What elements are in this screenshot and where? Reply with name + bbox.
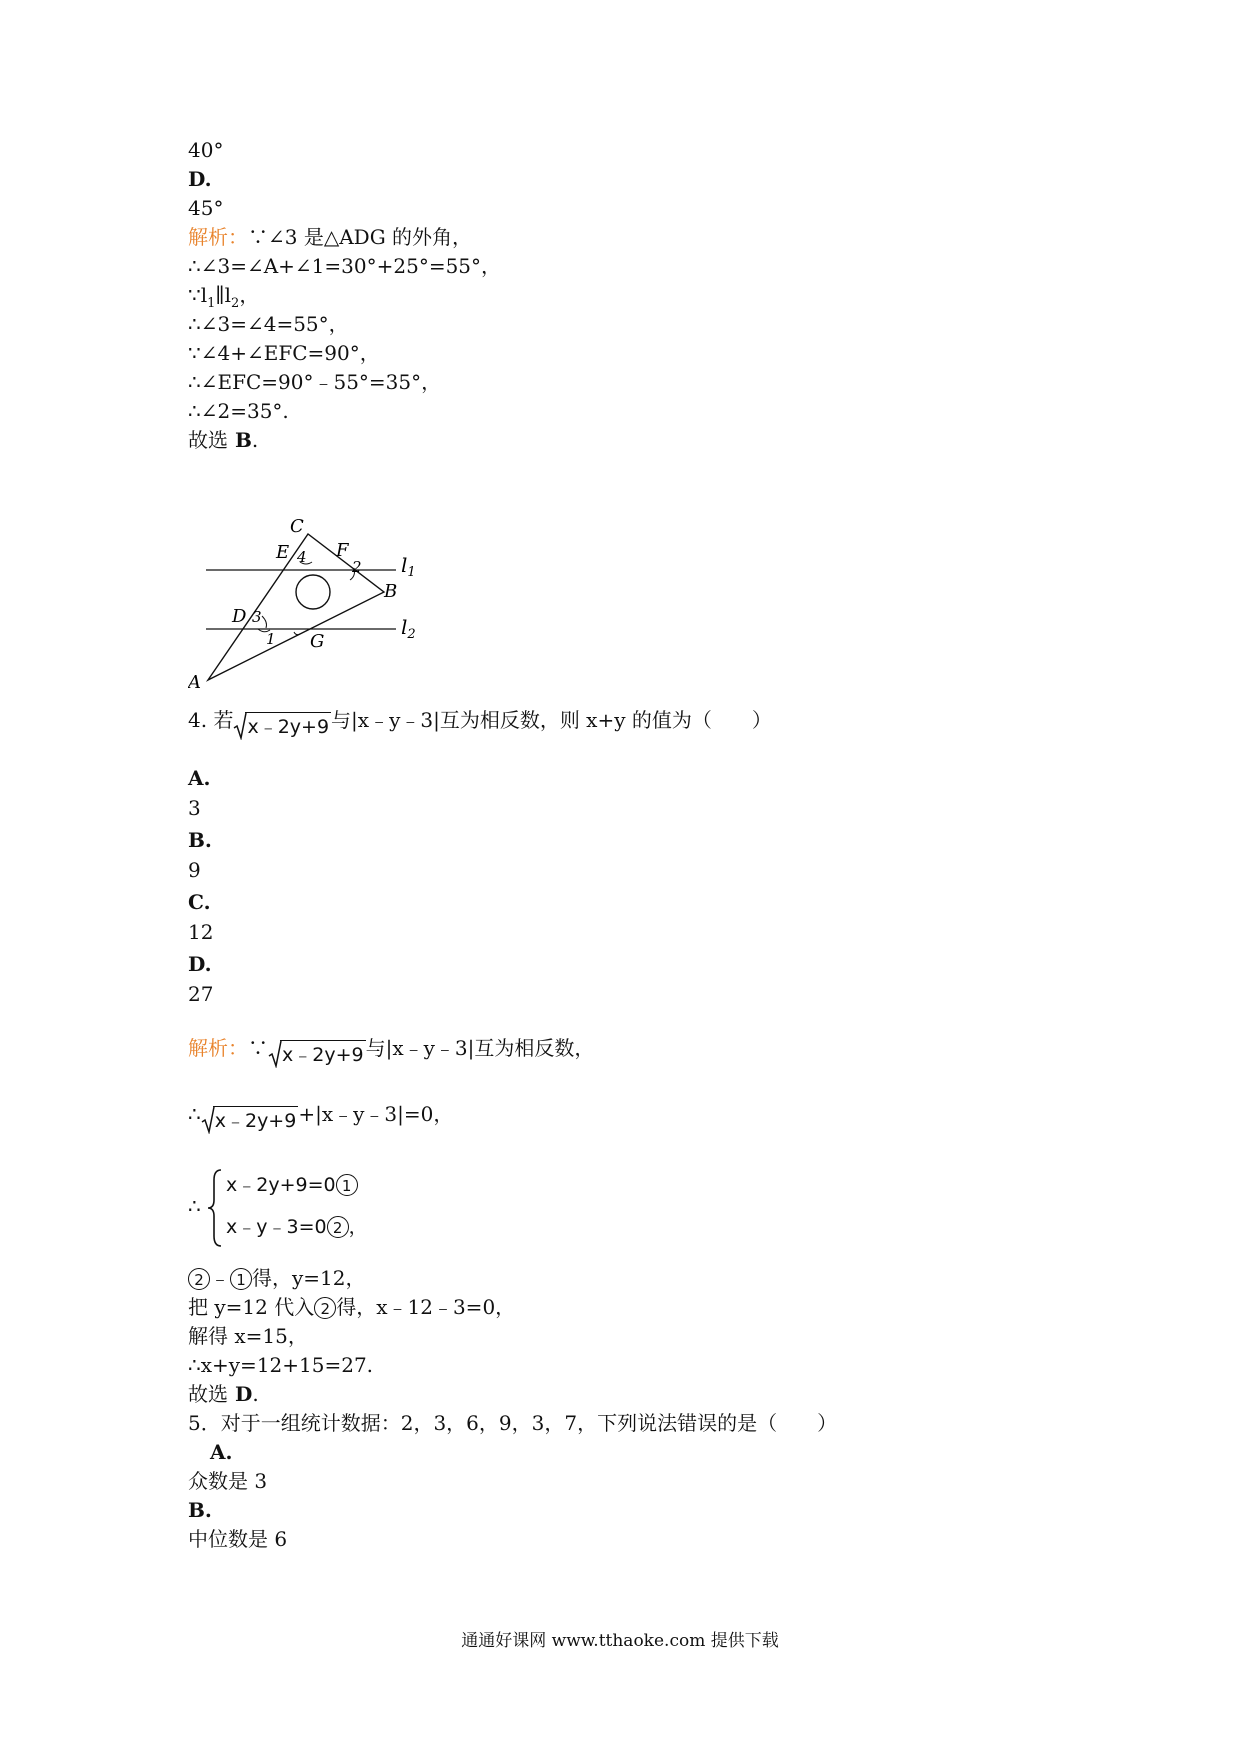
solution-line: ∴∠2=35°. [188, 399, 289, 423]
circled-number: 2 [188, 1268, 210, 1290]
label-E: E [276, 542, 290, 563]
option-value-b: 中位数是 6 [188, 1527, 288, 1551]
solution-line [188, 1264, 366, 1292]
solution-line [188, 223, 472, 251]
text: +|x﹣y﹣3|=0， [298, 1102, 454, 1126]
text: ∵ [248, 1036, 268, 1060]
text: ， [348, 1216, 368, 1238]
label-C: C [290, 516, 304, 537]
solution-line: ∴∠3=∠4=55°， [188, 312, 349, 336]
option-letter-c: C. [188, 890, 211, 914]
label-G: G [310, 631, 325, 652]
text: x﹣2y+9=0 [226, 1174, 336, 1196]
label-l2: $l_2$ [401, 615, 416, 642]
label-2: 2 [352, 558, 362, 576]
question-5-stem: 5．对于一组统计数据：2，3，6，9，3，7，下列说法错误的是（ ） [188, 1411, 838, 1435]
question-4-stem [188, 706, 772, 740]
text: 得，x﹣12﹣3=0， [336, 1295, 516, 1319]
radicand: x﹣2y+9 [280, 1040, 366, 1068]
solution-text: ∵∠3 是△ADG 的外角， [248, 225, 473, 249]
answer-line [188, 426, 258, 454]
label-3: 3 [252, 608, 262, 626]
solution-line: 解得 x=15， [188, 1324, 308, 1348]
text: ∴ [188, 1102, 201, 1126]
label-4: 4 [297, 548, 307, 566]
label-D: D [232, 606, 247, 627]
subscript: 1 [207, 296, 216, 311]
answer-line [188, 1380, 259, 1408]
option-letter-d: D. [188, 952, 212, 976]
text: . [252, 1382, 259, 1406]
label-B: B [384, 581, 398, 602]
circled-number: 1 [336, 1174, 358, 1196]
sqrt-expression [268, 1040, 366, 1068]
left-brace-icon [206, 1168, 224, 1248]
text: 与|x﹣y﹣3|互为相反数，则 x+y 的值为（ ） [331, 708, 772, 732]
text: 与|x﹣y﹣3|互为相反数， [365, 1036, 595, 1060]
option-letter-b: B. [188, 828, 212, 852]
text: . [251, 428, 259, 452]
solution-line [188, 1100, 453, 1134]
text: 故选 [188, 1382, 228, 1406]
sqrt-expression [201, 1106, 299, 1134]
option-value: 45° [188, 196, 224, 220]
option-value-a: 3 [188, 796, 201, 820]
solution-label: 解析： [188, 225, 248, 249]
answer-letter: D [228, 1382, 253, 1406]
equation-1 [226, 1170, 358, 1197]
answer-letter: B [228, 428, 252, 452]
text: ﹣ [210, 1266, 230, 1290]
label-A: A [188, 672, 201, 692]
radicand: x﹣2y+9 [245, 712, 331, 740]
page-footer: 通通好课网 www.tthaoke.com 提供下载 [461, 1631, 779, 1651]
text: ， [239, 283, 260, 307]
text: ∵l [188, 283, 208, 307]
option-value-c: 12 [188, 920, 214, 944]
text: x﹣y﹣3=0 [226, 1216, 327, 1238]
angle-arc-g [294, 632, 300, 635]
text: 得，y=12， [252, 1266, 366, 1290]
sqrt-expression [233, 712, 331, 740]
subscript: 2 [231, 296, 240, 311]
text: 把 y=12 代入 [188, 1295, 315, 1319]
solution-line: ∴x+y=12+15=27. [188, 1353, 374, 1377]
option-value-b: 9 [188, 858, 201, 882]
equation-system [188, 1164, 448, 1252]
solution-line [188, 1034, 594, 1068]
text: 故选 [188, 428, 228, 452]
option-value-a: 众数是 3 [188, 1469, 268, 1493]
angle-arc-3 [262, 616, 267, 628]
circled-number: 2 [327, 1216, 349, 1238]
label-1: 1 [266, 630, 276, 648]
option-letter-a: A. [188, 766, 211, 790]
text: 4. 若 [188, 708, 234, 732]
option-letter-b: B. [188, 1498, 212, 1522]
option-letter-a: A. [210, 1440, 233, 1464]
solution-line: ∵∠4+∠EFC=90°， [188, 341, 380, 365]
solution-line [188, 1293, 515, 1321]
solution-line: ∴∠EFC=90°﹣55°=35°， [188, 370, 442, 394]
label-l1: $l_1$ [401, 553, 416, 580]
circle-mark [296, 575, 330, 609]
text: ∥l [215, 283, 232, 307]
circled-number: 2 [314, 1297, 336, 1319]
option-letter: D. [188, 167, 212, 191]
option-value: 40° [188, 138, 224, 162]
equation-2 [226, 1212, 368, 1239]
label-F: F [336, 540, 349, 561]
therefore-symbol: ∴ [188, 1194, 201, 1218]
option-value-d: 27 [188, 982, 214, 1006]
solution-label: 解析： [188, 1036, 248, 1060]
circled-number: 1 [230, 1268, 252, 1290]
radicand: x﹣2y+9 [213, 1106, 299, 1134]
solution-line: ∴∠3=∠A+∠1=30°+25°=55°， [188, 254, 502, 278]
geometry-figure [188, 512, 428, 692]
